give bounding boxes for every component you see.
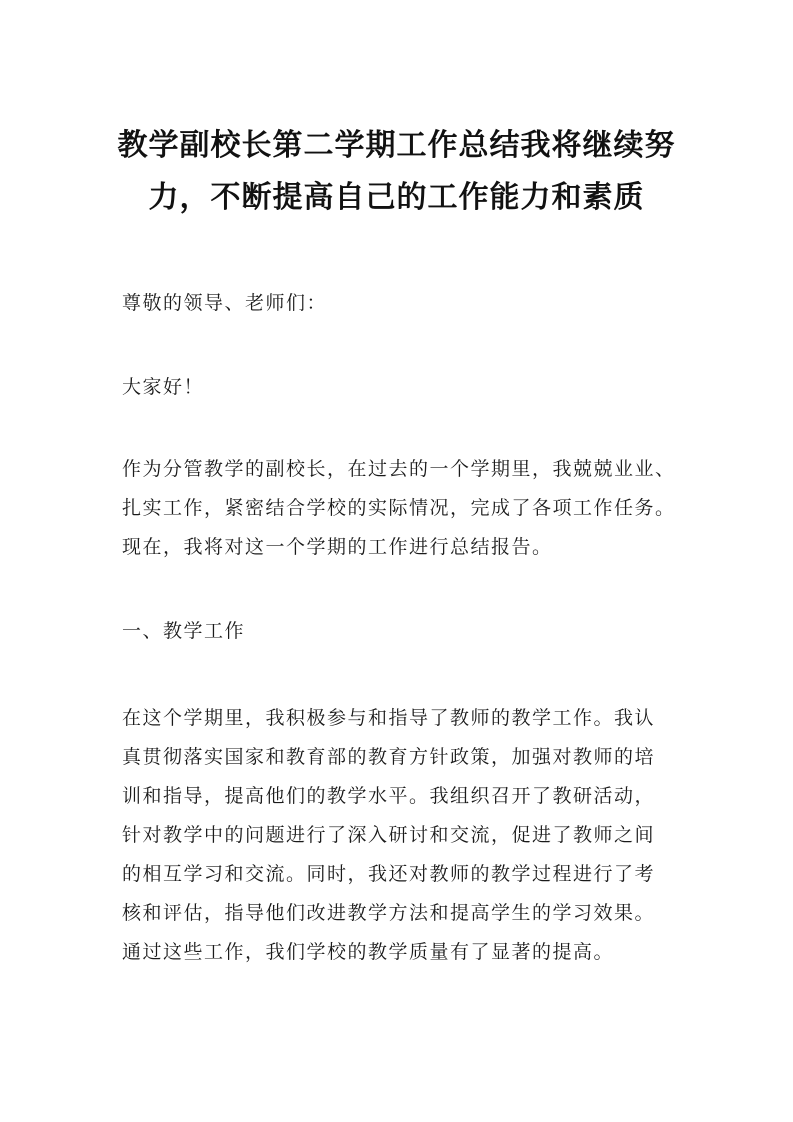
paragraph-line: 训和指导，提高他们的教学水平。我组织召开了教研活动， [122,785,656,807]
title-line: 教学副校长第二学期工作总结我将继续努 [117,128,676,163]
paragraph-line: 通过这些工作，我们学校的教学质量有了显著的提高。 [122,941,615,963]
document-title [110,120,683,224]
paragraph-line: 扎实工作，紧密结合学校的实际情况，完成了各项工作任务。 [122,497,676,519]
paragraph-line: 的相互学习和交流。同时，我还对教师的教学过程进行了考 [122,863,656,885]
paragraph-line: 核和评估，指导他们改进教学方法和提高学生的学习效果。 [122,902,656,924]
title-line: 力，不断提高自己的工作能力和素质 [148,180,645,215]
section-heading: 一、教学工作 [122,620,246,642]
intro-paragraph [122,450,682,567]
paragraph-line: 在这个学期里，我积极参与和指导了教师的教学工作。我认 [122,707,656,729]
paragraph-line: 针对教学中的问题进行了深入研讨和交流，促进了教师之间 [122,824,656,846]
greeting: 大家好！ [122,376,205,398]
teaching-paragraph [122,699,682,972]
salutation: 尊敬的领导、老师们： [122,292,328,314]
paragraph-line: 现在，我将对这一个学期的工作进行总结报告。 [122,536,553,558]
paragraph-line: 作为分管教学的副校长，在过去的一个学期里，我兢兢业业、 [122,458,676,480]
paragraph-line: 真贯彻落实国家和教育部的教育方针政策，加强对教师的培 [122,746,656,768]
